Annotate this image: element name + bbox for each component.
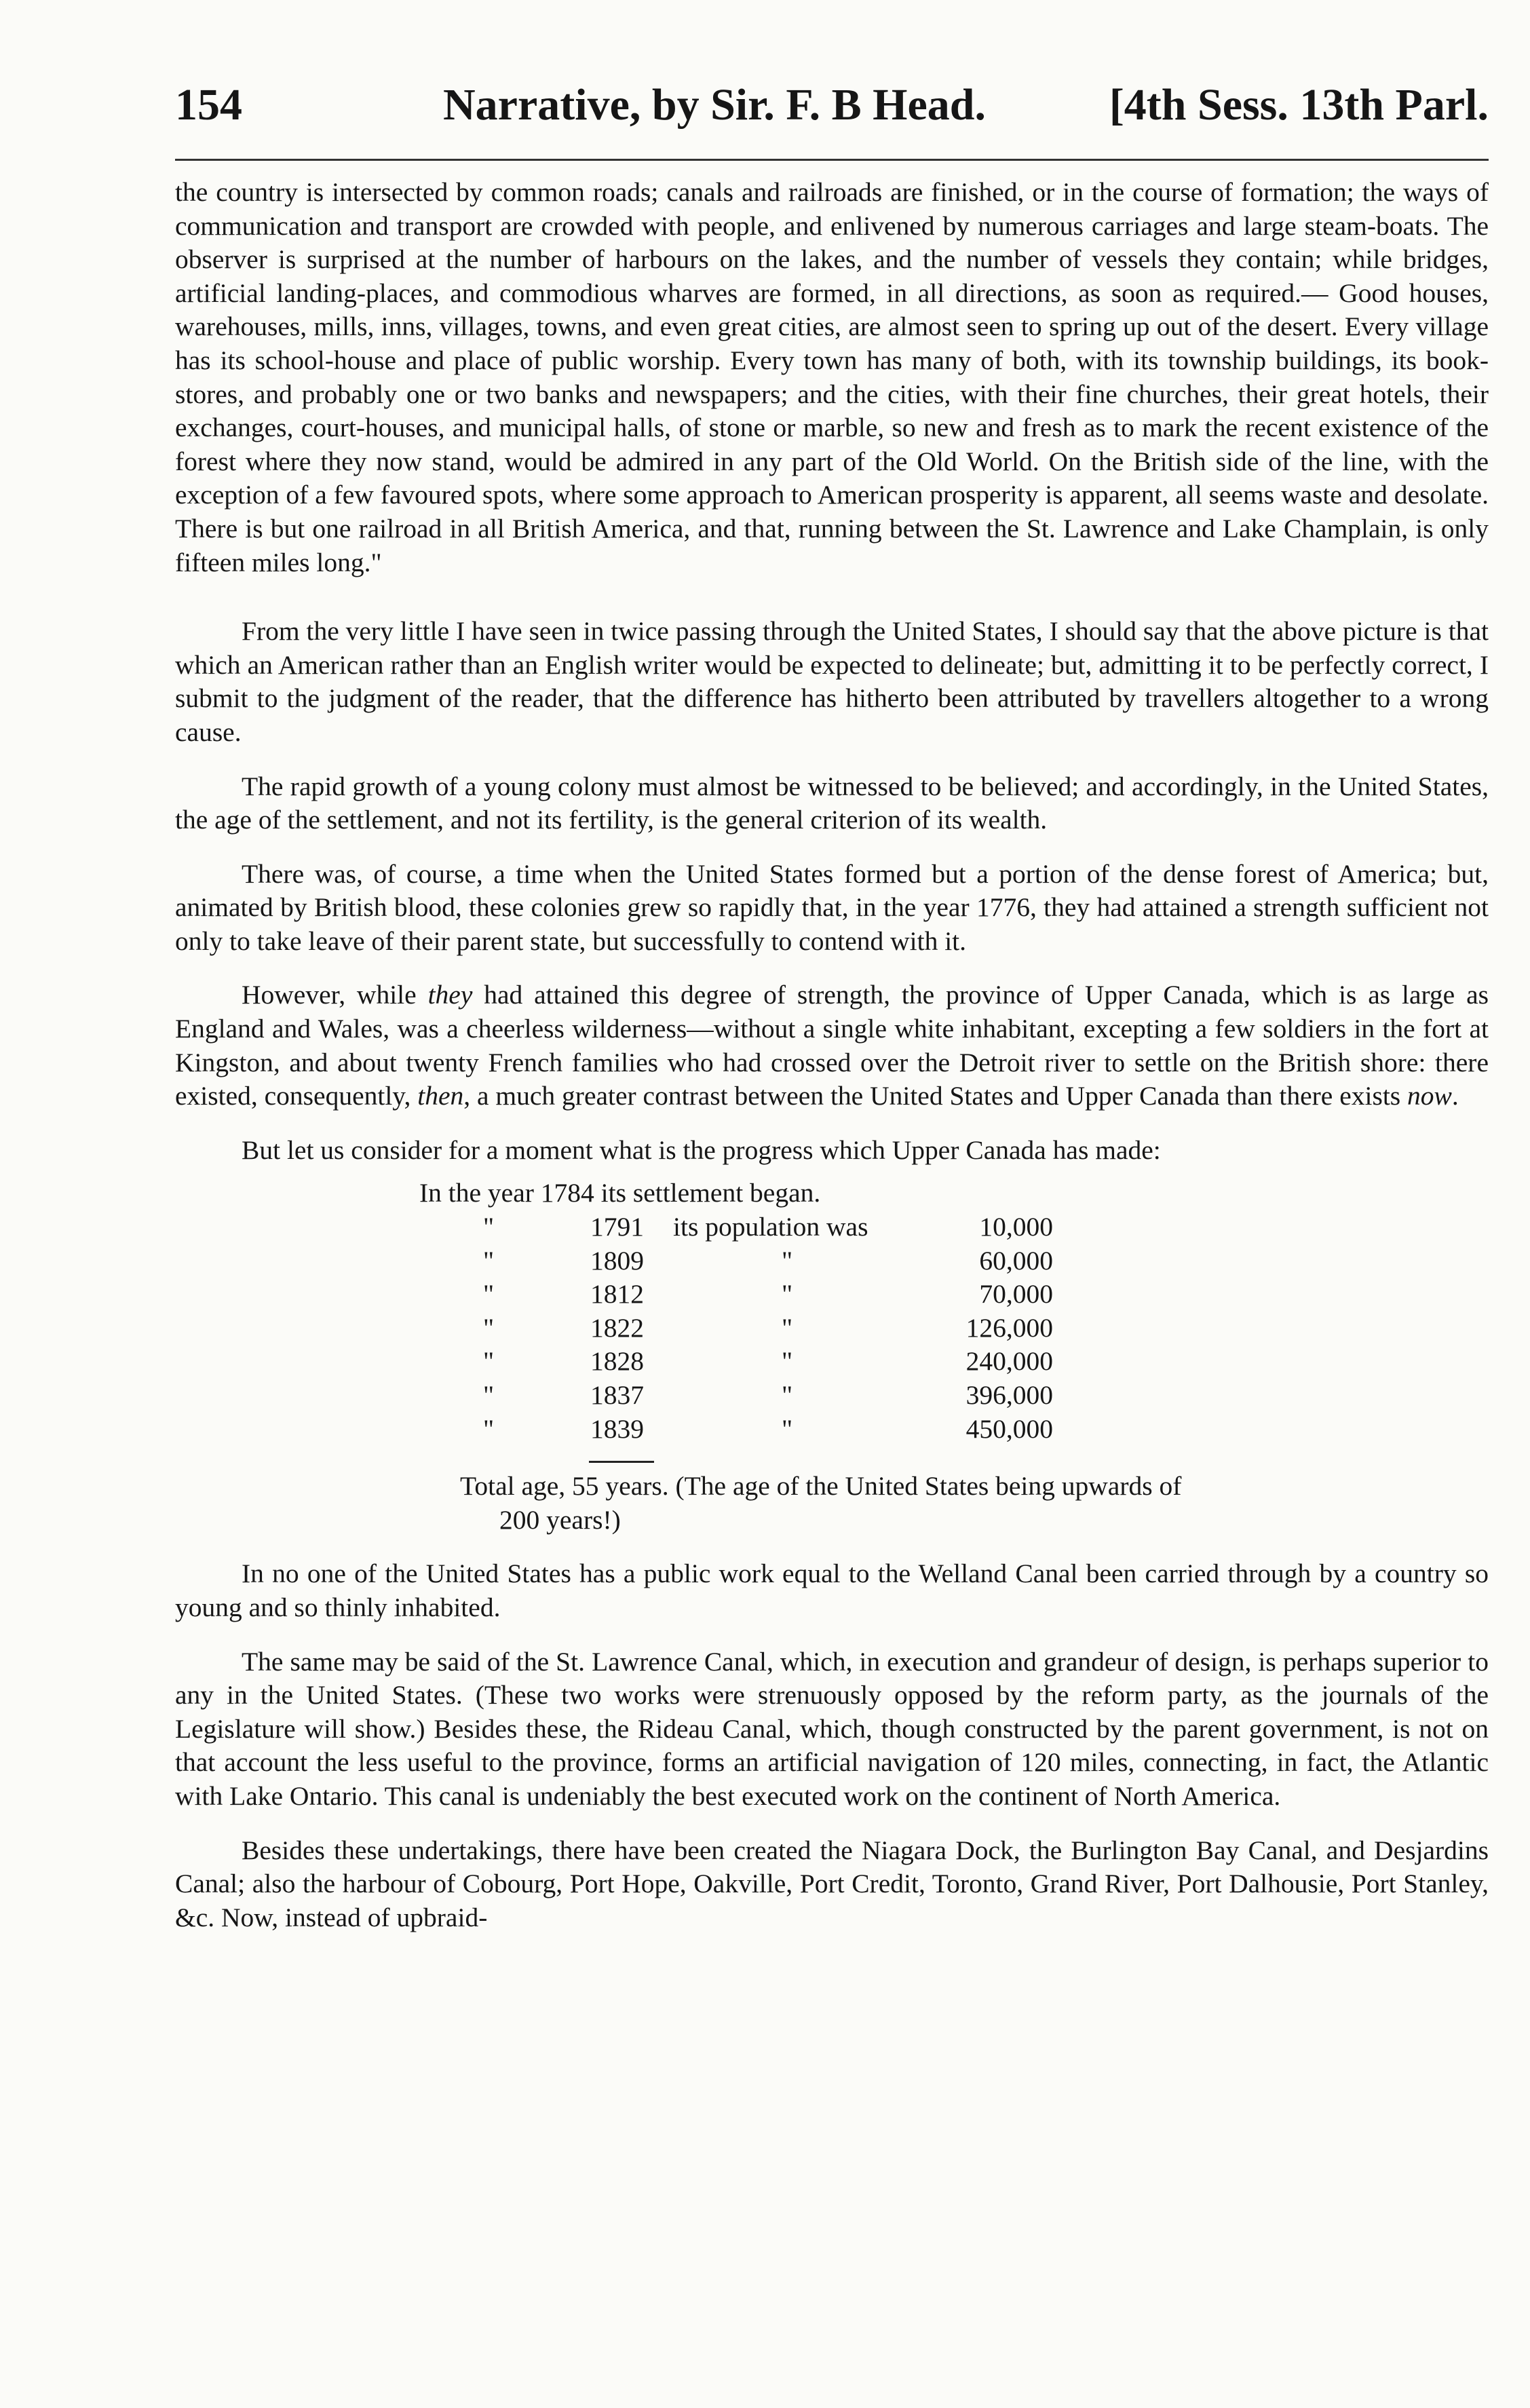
ditto-mark: " bbox=[483, 1346, 495, 1377]
row-population: 126,000 bbox=[965, 1312, 1053, 1343]
row-population: 450,000 bbox=[965, 1413, 1053, 1444]
however-text-4: . bbox=[1451, 1081, 1459, 1111]
population-table bbox=[419, 1177, 1489, 1463]
running-head bbox=[175, 68, 1489, 142]
ditto-mark: " bbox=[483, 1413, 495, 1444]
paragraph-forest: There was, of course, a time when the United States formed but a portion of the dense forest of America; but, animated by British blood, these colonies grew so rapidly that, in the year 1776, they had attained a strength sufficient not only to take leave of their parent state, but successfully to contend with it. bbox=[175, 858, 1489, 956]
paragraph-picture: From the very little I have seen in twice passing through the United States, I should say that the above picture is that which an American rather than an English writer would be expected to delineate; but, admitting it to be perfectly correct, I submit to the judgment of the reader, that the difference has hitherto been attributed by travellers altogether to a wrong cause. bbox=[175, 616, 1489, 747]
document-page bbox=[175, 68, 1489, 2388]
session-label: [4th Sess. 13th Parl. bbox=[1109, 80, 1489, 130]
population-label: its population was bbox=[673, 1212, 868, 1242]
paragraph-welland: In no one of the United States has a public work equal to the Welland Canal been carried through by a country so young and so thinly inhabited. bbox=[175, 1559, 1489, 1622]
however-now: now bbox=[1407, 1081, 1452, 1111]
row-population: 70,000 bbox=[979, 1279, 1053, 1310]
table-row bbox=[419, 1244, 1489, 1278]
ditto-mark: " bbox=[483, 1380, 495, 1410]
row-year: 1822 bbox=[590, 1312, 644, 1343]
population-first-line: In the year 1784 its settlement began. bbox=[419, 1178, 821, 1208]
row-year: 1839 bbox=[590, 1413, 644, 1444]
quote-continuation-paragraph: the country is intersected by common roads; canals and railroads are finished, or in the course of formation; the ways of communication and transport are crowded with people, and enlivened by numerous carriages and large steam-boats. The observer is surprised at the number of harbours on the lakes, and the number of vessels they contain; while bridges, artificial landing-places, and commodious wharves are formed, in all directions, as soon as required.— Good houses, warehouses, mills, inns, villages, towns, and even great cities, are almost seen to spring up out of the desert. Every village has its school-house and place of public worship. Every town has many of both, with its township buildings, its book-stores, and probably one or two banks and newspapers; and the cities, with their fine churches, their great hotels, their exchanges, court-houses, and municipal halls, of stone or marble, so new and fresh as to mark the recent existence of the forest where they now stand, would be admired in any part of the Old World. On the British side of the line, with the exception of a few favoured spots, where some approach to American prosperity is apparent, all seems waste and desolate. There is but one railroad in all British America, and that, running between the St. Lawrence and Lake Champlain, is only fifteen miles long." bbox=[175, 177, 1489, 577]
table-row bbox=[419, 1278, 1489, 1312]
table-row bbox=[419, 1210, 1489, 1244]
ditto-mark: " bbox=[782, 1346, 793, 1377]
page-number: 154 bbox=[175, 80, 242, 130]
row-year: 1809 bbox=[590, 1245, 644, 1276]
row-population: 60,000 bbox=[979, 1245, 1053, 1276]
ditto-mark: " bbox=[782, 1279, 793, 1310]
ditto-mark: " bbox=[782, 1245, 793, 1276]
table-row bbox=[419, 1379, 1489, 1413]
paragraph-undertakings: Besides these undertakings, there have been created the Niagara Dock, the Burlington Bay Canal, and Desjardins Canal; also the harbour of Cobourg, Port Hope, Oakville, Port Credit, Toronto, Grand River, Port Dalhousie, Port Stanley, &c. Now, instead of upbraid- bbox=[175, 1835, 1489, 1932]
row-population: 396,000 bbox=[965, 1380, 1053, 1410]
paragraph-growth: The rapid growth of a young colony must almost be witnessed to be believed; and accordingly, in the United States, the age of the settlement, and not its fertility, is the general criterion of its wealth. bbox=[175, 771, 1489, 835]
row-population: 240,000 bbox=[965, 1346, 1053, 1377]
table-row bbox=[419, 1345, 1489, 1379]
however-then: then bbox=[417, 1081, 464, 1111]
row-year: 1837 bbox=[590, 1380, 644, 1410]
header-rule bbox=[175, 159, 1489, 161]
total-age-text: Total age, 55 years. (The age of the United States being upwards of bbox=[460, 1471, 1182, 1502]
ditto-mark: " bbox=[782, 1312, 793, 1343]
total-age-line bbox=[460, 1470, 1489, 1537]
however-text-1: However, while bbox=[242, 980, 428, 1010]
ditto-mark: " bbox=[483, 1212, 495, 1242]
however-they: they bbox=[427, 980, 473, 1010]
ditto-mark: " bbox=[782, 1380, 793, 1410]
running-title: Narrative, by Sir. F. B Head. bbox=[443, 80, 986, 130]
row-year: 1828 bbox=[590, 1346, 644, 1377]
however-text-3: , a much greater contrast between the United States and Upper Canada than there exists bbox=[463, 1081, 1408, 1111]
row-year: 1791 bbox=[590, 1212, 644, 1242]
total-rule bbox=[589, 1461, 654, 1463]
table-row bbox=[419, 1312, 1489, 1345]
paragraph-however bbox=[175, 978, 1489, 1113]
ditto-mark: " bbox=[782, 1413, 793, 1444]
ditto-mark: " bbox=[483, 1279, 495, 1310]
paragraph-progress-intro: But let us consider for a moment what is the progress which Upper Canada has made: bbox=[242, 1134, 1161, 1165]
however-text-2: had attained this degree of strength, the province of Upper Canada, which is as large as England and Wales, was a cheerless wilderness—without a single white inhabitant, excepting a few soldiers in the fort at Kingston, and about twenty French families who had crossed over the Detroit river to settle on the British shore: there existed, consequently, bbox=[175, 980, 1489, 1111]
row-population: 10,000 bbox=[979, 1212, 1053, 1242]
row-year: 1812 bbox=[590, 1279, 644, 1310]
table-row bbox=[419, 1413, 1489, 1447]
ditto-mark: " bbox=[483, 1312, 495, 1343]
total-age-text-2: 200 years!) bbox=[499, 1504, 621, 1535]
paragraph-st-lawrence: The same may be said of the St. Lawrence Canal, which, in execution and grandeur of design, is perhaps superior to any in the United States. (These two works were strenuously opposed by the reform party, as the journals of the Legislature will show.) Besides these, the Rideau Canal, which, though constructed by the parent government, is not on that account the less useful to the province, forms an artificial navigation of 120 miles, connecting, in fact, the Atlantic with Lake Ontario. This canal is undeniably the best executed work on the continent of North America. bbox=[175, 1646, 1489, 1811]
ditto-mark: " bbox=[483, 1245, 495, 1276]
